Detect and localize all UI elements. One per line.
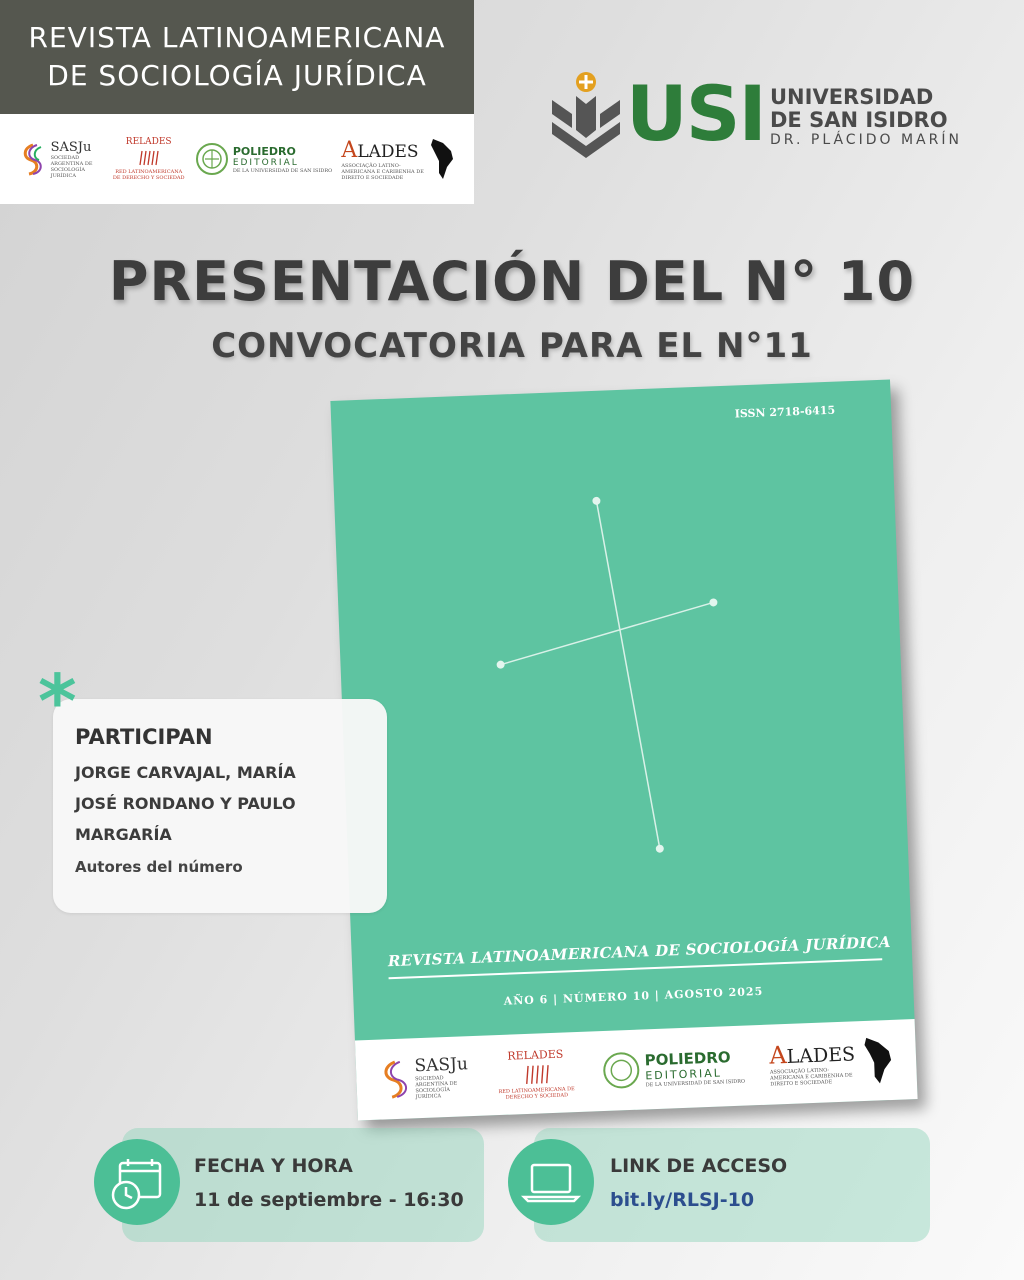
laptop-badge — [508, 1139, 594, 1225]
page-subtitle: CONVOCATORIA PARA EL N°11 — [211, 326, 813, 366]
participants-role: Autores del número — [75, 858, 243, 876]
sasju-subtitle: SOCIEDAD ARGENTINA DE SOCIOLOGÍA JURÍDICA — [50, 154, 93, 179]
poliedro-logo — [195, 142, 332, 176]
cover-title: REVISTA LATINOAMERICANA DE SOCIOLOGÍA JURÍDICA — [387, 932, 892, 971]
cover-sasju-name: SASJu — [414, 1054, 469, 1077]
participants-heading: PARTICIPAN — [75, 725, 213, 749]
journal-title-line1: REVISTA LATINOAMERICANA — [28, 21, 446, 54]
journal-cover — [330, 380, 917, 1121]
cover-relades-logo — [495, 1047, 577, 1101]
cover-sasju-subtitle: SOCIEDAD ARGENTINA DE SOCIOLOGÍA JURÍDICA — [414, 1075, 458, 1101]
cover-poliedro-name: POLIEDRO — [644, 1047, 731, 1069]
alades-subtitle: ASSOCIAÇÃO LATINO-AMERICANA E CARIBENHA DE DIREITO E SOCIEDADE — [341, 162, 424, 181]
cover-alades-logo — [769, 1035, 895, 1090]
cover-alades-subtitle: ASSOCIAÇÃO LATINO-AMERICANA E CARIBENHA DE DIREITO E SOCIEDADE — [769, 1067, 853, 1088]
date-label: FECHA Y HORA — [194, 1155, 353, 1177]
cover-alades-initial: A — [768, 1040, 788, 1070]
poliedro-name: POLIEDRO — [232, 144, 296, 158]
relades-mark-icon — [523, 1063, 550, 1086]
latin-america-map-icon — [429, 137, 455, 181]
cover-poliedro-subtitle: EDITORIAL — [645, 1065, 723, 1082]
cover-relades-subtitle: RED LATINOAMERICANA DE DERECHO Y SOCIEDAD — [498, 1085, 575, 1101]
usi-logo — [548, 70, 968, 160]
calendar-clock-badge — [94, 1139, 180, 1225]
page-title: PRESENTACIÓN DEL N° 10 — [108, 250, 916, 313]
calendar-clock-icon — [94, 1139, 180, 1225]
usi-name-line3: DR. PLÁCIDO MARÍN — [770, 132, 962, 148]
laptop-icon — [508, 1139, 594, 1225]
usi-name-line1: UNIVERSIDAD — [770, 85, 934, 109]
relades-name: RELADES — [125, 137, 172, 147]
partner-logo-strip — [0, 114, 474, 204]
relades-subtitle: RED LATINOAMERICANA DE DERECHO Y SOCIEDAD — [112, 169, 185, 181]
usi-name-line2: DE SAN ISIDRO — [770, 108, 948, 132]
cover-alades-name: LADES — [786, 1043, 856, 1068]
asterisk-icon: * — [38, 659, 77, 745]
journal-title-line2: DE SOCIOLOGÍA JURÍDICA — [47, 59, 427, 92]
relades-logo — [112, 137, 186, 181]
access-link[interactable]: bit.ly/RLSJ-10 — [610, 1189, 755, 1211]
sasju-mark-icon — [378, 1058, 412, 1099]
cover-poliedro-subtitle-2: DE LA UNIVERSIDAD DE SAN ISIDRO — [645, 1078, 746, 1088]
alades-initial: A — [341, 137, 358, 163]
usi-acronym: USI — [626, 69, 765, 158]
alades-logo — [341, 137, 455, 181]
cover-poliedro-logo — [600, 1046, 745, 1091]
date-value: 11 de septiembre - 16:30 — [194, 1189, 464, 1211]
poliedro-subtitle: EDITORIAL — [232, 157, 299, 168]
poliedro-seal-icon — [195, 142, 229, 176]
sasju-logo — [19, 140, 103, 179]
cover-relades-name: RELADES — [507, 1047, 564, 1063]
alades-name: LADES — [357, 141, 419, 162]
link-label: LINK DE ACCESO — [610, 1155, 788, 1177]
latin-america-map-icon — [863, 1035, 895, 1086]
poliedro-subtitle-2: DE LA UNIVERSIDAD DE SAN ISIDRO — [232, 167, 333, 174]
journal-title-banner — [0, 0, 474, 114]
relades-mark-icon — [138, 149, 160, 167]
sasju-name: SASJu — [50, 139, 92, 155]
participants-names: JORGE CARVAJAL, MARÍA JOSÉ RONDANO Y PAULO MARGARÍA — [75, 763, 296, 844]
cover-sasju-logo — [378, 1054, 472, 1101]
sasju-mark-icon — [19, 142, 47, 176]
cover-issue-info: AÑO 6 | NÚMERO 10 | AGOSTO 2025 — [503, 984, 764, 1008]
participants-card — [53, 699, 387, 913]
usi-emblem-icon — [548, 70, 624, 160]
poliedro-seal-icon — [600, 1050, 642, 1092]
cover-issn: ISSN 2718-6415 — [734, 403, 836, 421]
